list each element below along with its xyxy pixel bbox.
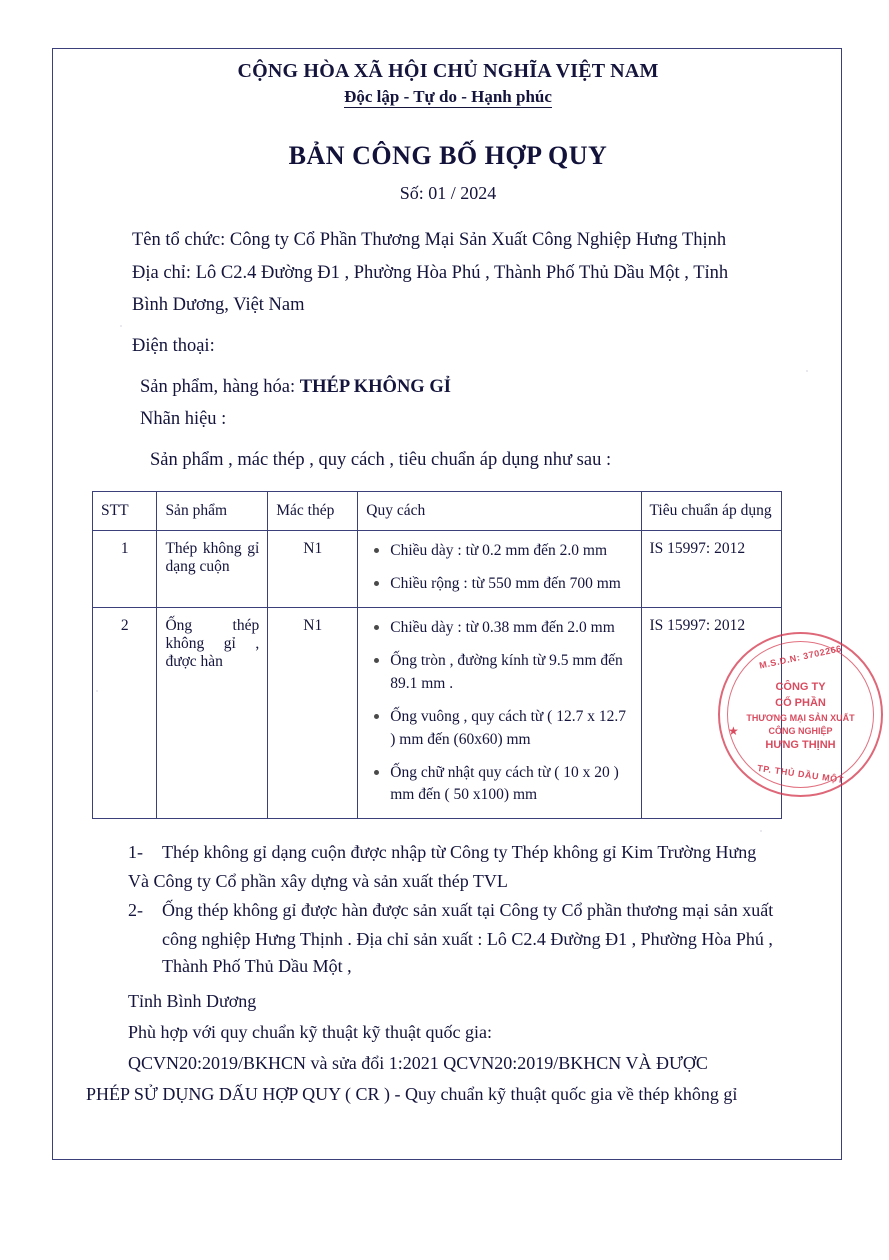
stamp-line-2: CỔ PHẦN xyxy=(775,696,826,709)
cell-grade: N1 xyxy=(268,530,358,607)
org-address-line2: Bình Dương, Việt Nam xyxy=(132,295,305,316)
note-number: 2- xyxy=(128,899,143,920)
conformity-line-2: PHÉP SỬ DỤNG DẤU HỢP QUY ( CR ) - Quy chuẩn kỹ thuật quốc gia về thép không gỉ xyxy=(86,1083,738,1104)
cell-spec xyxy=(358,530,641,607)
cell-product: Thép không gỉ dạng cuộn xyxy=(157,530,268,607)
table-header-row xyxy=(93,491,782,530)
org-name: Tên tổ chức: Công ty Cổ Phần Thương Mại Sản Xuất Công Nghiệp Hưng Thịnh xyxy=(132,230,727,250)
spec-item: Chiều rộng : từ 550 mm đến 700 mm xyxy=(388,573,632,595)
stamp-line-5: HƯNG THỊNH xyxy=(765,738,836,751)
cell-spec xyxy=(358,607,641,818)
closing-block xyxy=(86,988,810,1109)
notes-block xyxy=(86,839,810,980)
org-phone: Điện thoại: xyxy=(132,336,215,357)
scan-speck xyxy=(120,325,122,327)
document-header xyxy=(86,60,810,204)
column-header-stt: STT xyxy=(93,491,157,530)
document-number: Số: 01 / 2024 xyxy=(399,183,497,203)
organization-block xyxy=(86,226,810,475)
stamp-line-1: CÔNG TY xyxy=(775,681,826,693)
spec-list xyxy=(366,540,632,596)
document-content xyxy=(68,60,828,1111)
cell-standard: IS 15997: 2012 xyxy=(641,607,782,818)
brand-line: Nhãn hiệu : xyxy=(140,409,227,430)
scan-speck xyxy=(96,690,98,692)
product-line xyxy=(86,373,810,402)
column-header-spec: Quy cách xyxy=(358,491,641,530)
note-item xyxy=(86,897,810,924)
cell-stt: 2 xyxy=(93,607,157,818)
cell-grade: N1 xyxy=(268,607,358,818)
national-motto-text: Độc lập - Tự do - Hạnh phúc xyxy=(344,87,552,106)
note-text: Thép không gỉ dạng cuộn được nhập từ Công ty Thép không gỉ Kim Trường Hưng xyxy=(162,841,757,862)
column-header-grade: Mác thép xyxy=(268,491,358,530)
note-text: Ống thép không gỉ được hàn được sản xuất tại Công ty Cổ phần thương mại sản xuất xyxy=(162,899,774,920)
cell-stt: 1 xyxy=(93,530,157,607)
spec-item: Ống chữ nhật quy cách từ ( 10 x 20 ) mm đến ( 50 x100) mm xyxy=(388,762,632,807)
product-label: Sản phẩm, hàng hóa: xyxy=(140,376,296,397)
stamp-location: TP. THỦ DẦU MỘT xyxy=(756,762,845,786)
stamp-registration-number: M.S.D.N: 3702266 xyxy=(758,643,843,671)
national-title: CỘNG HÒA XÃ HỘI CHỦ NGHĨA VIỆT NAM xyxy=(237,60,659,82)
spec-item: Chiều dày : từ 0.38 mm đến 2.0 mm xyxy=(388,617,632,639)
specification-table xyxy=(92,491,782,819)
conformity-line-1: QCVN20:2019/BKHCN và sửa đổi 1:2021 QCVN20:2019/BKHCN VÀ ĐƯỢC xyxy=(128,1052,708,1073)
org-address-line1: Địa chỉ: Lô C2.4 Đường Đ1 , Phường Hòa Phú , Thành Phố Thủ Dầu Một , Tỉnh xyxy=(132,262,729,283)
intro-line: Sản phẩm , mác thép , quy cách , tiêu chuẩn áp dụng như sau : xyxy=(150,450,612,471)
note-continuation: công nghiệp Hưng Thịnh . Địa chỉ sản xuất : Lô C2.4 Đường Đ1 , Phường Hòa Phú , xyxy=(162,928,773,949)
cell-product: Ống thép không gỉ , được hàn xyxy=(157,607,268,818)
note-continuation: Thành Phố Thủ Dầu Một , xyxy=(162,955,352,976)
province-line: Tỉnh Bình Dương xyxy=(128,990,257,1011)
note-continuation: Và Công ty Cổ phần xây dựng và sản xuất thép TVL xyxy=(128,870,508,891)
spec-list xyxy=(366,617,632,807)
product-value: THÉP KHÔNG GỈ xyxy=(299,376,451,397)
stamp-line-3: THƯƠNG MẠI SẢN XUẤT xyxy=(746,712,855,723)
scan-speck xyxy=(760,830,762,832)
column-header-product: Sản phẩm xyxy=(157,491,268,530)
stamp-star-icon: ★ xyxy=(728,724,739,738)
spec-item: Ống tròn , đường kính từ 9.5 mm đến 89.1 mm . xyxy=(388,650,632,695)
national-motto xyxy=(86,87,810,107)
spec-item: Chiều dày : từ 0.2 mm đến 2.0 mm xyxy=(388,540,632,562)
cell-standard: IS 15997: 2012 xyxy=(641,530,782,607)
table-row xyxy=(93,607,782,818)
table-row xyxy=(93,530,782,607)
conformity-lead: Phù hợp với quy chuẩn kỹ thuật kỹ thuật quốc gia: xyxy=(128,1021,492,1042)
spec-item: Ống vuông , quy cách từ ( 12.7 x 12.7 ) mm đến (60x60) mm xyxy=(388,706,632,751)
page-title: BẢN CÔNG BỐ HỢP QUY xyxy=(288,141,608,170)
stamp-line-4: CÔNG NGHIỆP xyxy=(768,725,833,736)
scan-speck xyxy=(806,370,808,372)
column-header-standard: Tiêu chuẩn áp dụng xyxy=(641,491,782,530)
note-item xyxy=(86,839,810,866)
note-number: 1- xyxy=(128,841,143,862)
